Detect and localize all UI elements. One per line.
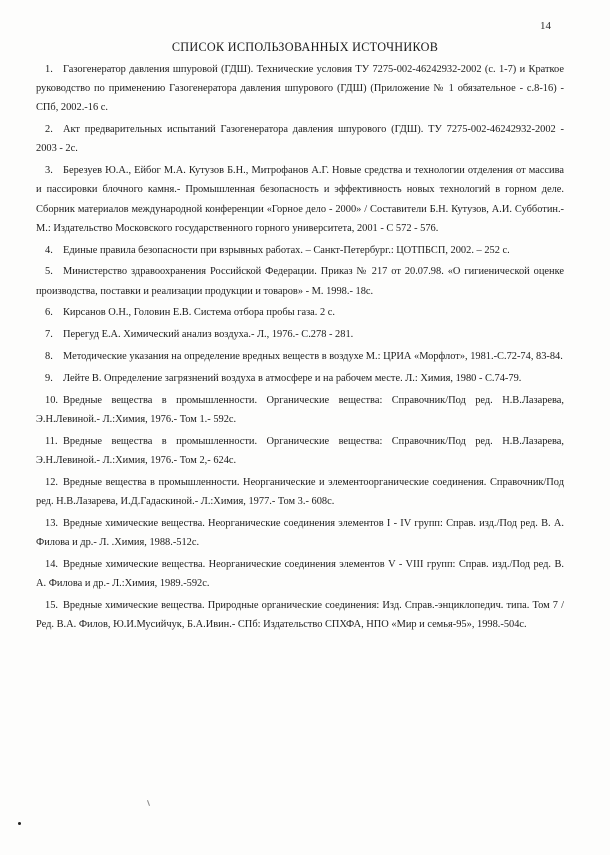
reference-text: Вредные химические вещества. Неорганические соединения элементов I - IV групп: Справ. изд./Под ред. В. А. Филова и др.- Л. .Химия, 1988.-512с. [36, 517, 564, 548]
reference-item [36, 473, 564, 511]
reference-item [36, 555, 564, 593]
reference-text: Лейте В. Определение загрязнений воздуха в атмосфере и на рабочем месте. Л.: Химия, 1980 - С.74-79. [63, 372, 522, 384]
reference-text: Вредные вещества в промышленности. Органические вещества: Справочник/Под ред. Н.В.Лазарева, Э.Н.Левиной.- Л.:Химия, 1976.- Том 2,- 624с. [36, 435, 564, 466]
reference-text: Вредные вещества в промышленности. Неорганические и элементоорганические соединения. Справочник/Под ред. Н.В.Лазарева, И.Д.Гадаскиной.- Л.:Химия, 1977.- Том 3.- 608с. [36, 476, 564, 507]
reference-number: 12. [45, 476, 58, 488]
reference-item [36, 60, 564, 118]
reference-item [36, 514, 564, 552]
reference-text: Методические указания на определение вредных веществ в воздухе М.: ЦРИА «Морфлот», 1981.-С.72-74, 83-84. [63, 351, 563, 362]
reference-number: 15. [45, 599, 58, 611]
page-title: СПИСОК ИСПОЛЬЗОВАННЫХ ИСТОЧНИКОВ [171, 40, 439, 54]
reference-list [36, 60, 564, 637]
reference-number: 9. [45, 372, 53, 384]
reference-text: Вредные химические вещества. Неорганические соединения элементов V - VIII групп: Справ. изд./Под ред. В. А. Филова и др.- Л.:Химия, 1989.-592с. [36, 558, 564, 589]
reference-number: 2. [45, 124, 53, 136]
reference-number: 6. [45, 307, 53, 319]
reference-text: Перегуд Е.А. Химический анализ воздуха.- Л., 1976.- С.278 - 281. [63, 329, 354, 341]
reference-text: Министерство здравоохранения Российской Федерации. Приказ № 217 от 20.07.98. «О гигиенической оценке производства, поставки и реализации продукции и товаров» - М. 1998.- 18с. [36, 266, 564, 297]
reference-item [36, 303, 564, 322]
reference-number: 5. [45, 266, 53, 278]
reference-text: Акт предварительных испытаний Газогенератора давления шпурового (ГДШ). ТУ 7275-002-46242932-2002 - 2003 - 2с. [36, 124, 564, 155]
reference-number: 7. [45, 329, 53, 341]
reference-text: Единые правила безопасности при взрывных работах. – Санкт-Петербург.: ЦОТПБСП, 2002. – 252 с. [63, 244, 510, 256]
reference-item [36, 596, 564, 634]
reference-number: 3. [45, 165, 53, 177]
scan-artifact-dot [18, 822, 21, 825]
page-number: 14 [540, 20, 551, 32]
scan-artifact-stroke [147, 800, 150, 806]
reference-text: Кирсанов О.Н., Головин Е.В. Система отбора пробы газа. 2 с. [63, 307, 335, 319]
reference-text: Вредные вещества в промышленности. Органические вещества: Справочник/Под ред. Н.В.Лазарева, Э.Н.Левиной.- Л.:Химия, 1976.- Том 1.- 592с. [36, 394, 564, 425]
reference-text: Березуев Ю.А., Ейбог М.А. Кутузов Б.Н., Митрофанов А.Г. Новые средства и технологии отделения от массива и пассировки блочного камня.- Промышленная безопасность и эффективность новых технологий в горном деле. Сборник материалов международной конференции «Горное дело - 2000» / Составители Б.Н. Кутузов, А.И. Субботин.- М.: Издательство Московского государственного горного университета, 2001 - С 572 - 576. [36, 165, 564, 234]
reference-text: Вредные химические вещества. Природные органические соединения: Изд. Справ.-энциклопедич. типа. Том 7 /Ред. В.А. Филов, Ю.И.Мусийчук, Б.А.Ивин.- СПб: Издательство СПХФА, НПО «Мир и семья-95», 1998.-504с. [36, 599, 564, 630]
reference-text: Газогенератор давления шпуровой (ГДШ). Технические условия ТУ 7275-002-46242932-2002 (с. 1-7) и Краткое руководство по применению Газогенератора давления шпурового (ГДШ) (Приложение № 1 обязательное - с.8-16) - СПб, 2002.-16 с. [36, 64, 564, 114]
reference-item [36, 432, 564, 470]
reference-item [36, 262, 564, 300]
reference-number: 1. [45, 64, 53, 75]
reference-item [36, 161, 564, 238]
reference-item [36, 347, 564, 366]
reference-item [36, 369, 564, 388]
reference-item [36, 325, 564, 344]
reference-number: 11. [45, 435, 58, 447]
reference-item [36, 391, 564, 429]
reference-number: 13. [45, 517, 58, 529]
reference-item [36, 120, 564, 158]
reference-number: 8. [45, 351, 53, 362]
reference-item [36, 241, 564, 260]
reference-number: 14. [45, 558, 58, 570]
reference-number: 4. [45, 244, 53, 256]
reference-number: 10. [45, 394, 58, 406]
